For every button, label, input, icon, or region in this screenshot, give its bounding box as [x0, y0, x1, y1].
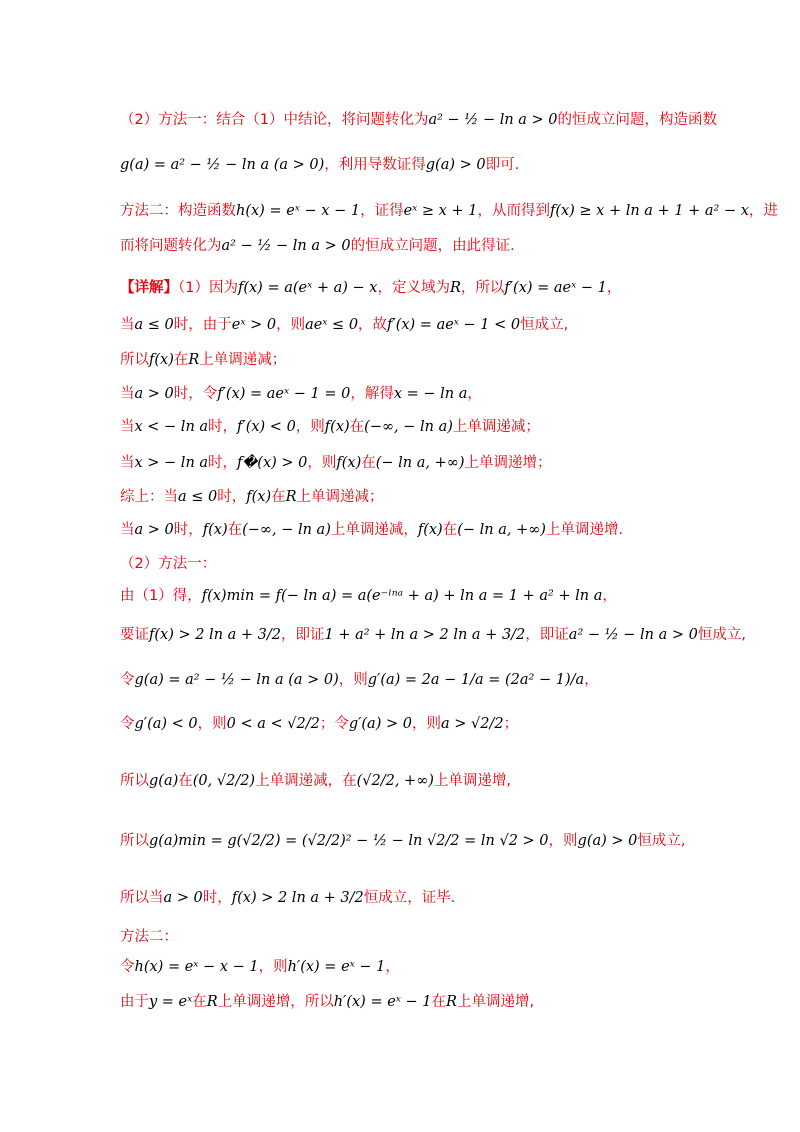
- text-line: [120, 108, 717, 129]
- text-segment: 恒成立,: [697, 627, 746, 643]
- text-segment: （2）方法一：: [120, 556, 217, 572]
- text-segment: 上单调递减；: [296, 489, 384, 505]
- math-expression: (0, √2/2): [192, 773, 256, 789]
- math-expression: g′(a) > 0: [348, 716, 412, 732]
- text-segment: 上单调递增；: [464, 455, 552, 471]
- math-expression: x = − ln a: [393, 386, 468, 402]
- text-segment: 方法二：: [120, 929, 178, 945]
- text-segment: ；: [503, 716, 519, 732]
- math-expression: g′(a) = 2a − 1/a = (2a² − 1)/a: [367, 672, 585, 688]
- text-line: [120, 552, 216, 573]
- text-line: [120, 668, 599, 689]
- math-expression: (−∞, − ln a): [242, 522, 331, 538]
- math-expression: f(x): [417, 522, 443, 538]
- text-segment: ，则: [295, 419, 325, 435]
- text-segment: 时，: [202, 890, 232, 906]
- text-segment: ，从而得到: [477, 203, 550, 219]
- text-segment: 在: [227, 522, 243, 538]
- text-line: [120, 451, 551, 472]
- text-line: [120, 348, 286, 369]
- math-expression: g(a) > 0: [577, 833, 638, 849]
- math-expression: f′(x) = aeˣ − 1 = 0: [217, 386, 351, 402]
- text-segment: 方法二：构造函数: [120, 203, 236, 219]
- math-expression: x > − ln a: [134, 455, 209, 471]
- text-segment: ，: [584, 672, 599, 688]
- text-segment: 在: [431, 994, 447, 1010]
- text-segment: ，所以: [460, 280, 505, 296]
- text-segment: 在: [271, 489, 286, 505]
- text-line: [120, 712, 518, 733]
- text-segment: 上单调递减，在: [255, 773, 357, 789]
- text-segment: 上单调递增,: [433, 773, 512, 789]
- text-segment: 时，: [173, 522, 203, 538]
- text-segment: 所以当: [120, 890, 164, 906]
- text-segment: ，: [467, 386, 482, 402]
- text-segment: 所以: [120, 352, 149, 368]
- text-line: [120, 584, 617, 605]
- math-expression: g(a) = a² − ½ − ln a (a > 0): [120, 157, 325, 173]
- text-segment: ，则: [338, 672, 368, 688]
- math-expression: R: [206, 994, 218, 1010]
- math-expression: h(x) = eˣ − x − 1: [134, 959, 259, 975]
- math-expression: h′(x) = eˣ − 1: [287, 959, 386, 975]
- text-segment: 当: [120, 522, 135, 538]
- text-segment: 时，: [208, 419, 238, 435]
- text-segment: ，故: [358, 317, 388, 333]
- text-segment: 上单调递减；: [199, 352, 287, 368]
- text-segment: 所以: [120, 773, 149, 789]
- text-line: [120, 153, 519, 174]
- text-segment: ，证得: [360, 203, 404, 219]
- text-segment: 令: [120, 672, 135, 688]
- math-expression: f(x) ≥ x + ln a + 1 + a² − x: [549, 203, 749, 219]
- text-line: [120, 518, 623, 539]
- math-expression: R: [285, 489, 297, 505]
- text-segment: （2）方法一：结合（1）中结论，将问题转化为: [120, 112, 429, 128]
- text-segment: 当: [120, 386, 135, 402]
- math-expression: a² − ½ − ln a > 0: [221, 238, 351, 254]
- text-segment: 恒成立,: [520, 317, 569, 333]
- text-line: [120, 234, 515, 255]
- math-expression: f(x) > 2 ln a + 3/2: [231, 890, 364, 906]
- text-segment: ，则: [197, 716, 227, 732]
- math-expression: R: [446, 994, 457, 1010]
- text-segment: 而将问题转化为: [120, 238, 222, 254]
- text-segment: 在: [192, 994, 207, 1010]
- text-segment: 上单调递减；: [452, 419, 540, 435]
- text-segment: 上单调递增，所以: [217, 994, 334, 1010]
- text-line: [120, 623, 746, 644]
- math-expression: a ≤ 0: [134, 317, 174, 333]
- math-expression: g(a)min = g(√2/2) = (√2/2)² − ½ − ln √2/2 = ln √2 > 0: [149, 833, 549, 849]
- text-segment: 当: [120, 317, 135, 333]
- math-expression: (− ln a, +∞): [375, 455, 465, 471]
- math-expression: (√2/2, +∞): [356, 773, 434, 789]
- text-line: [120, 313, 568, 334]
- math-expression: f(x): [336, 455, 362, 471]
- text-segment: 在: [442, 522, 458, 538]
- text-segment: ，定义域为: [377, 280, 450, 296]
- math-expression: f(x): [324, 419, 350, 435]
- math-expression: f(x) > 2 ln a + 3/2: [149, 627, 281, 643]
- text-segment: ，即证: [525, 627, 569, 643]
- text-segment: 所以: [120, 833, 149, 849]
- text-segment: 恒成立，证毕.: [363, 890, 456, 906]
- math-expression: f′(x) = aeˣ − 1 < 0: [387, 317, 521, 333]
- math-expression: aeˣ ≤ 0: [305, 317, 359, 333]
- text-segment: 在: [178, 773, 193, 789]
- math-expression: (− ln a, +∞): [457, 522, 546, 538]
- text-line: [120, 415, 540, 436]
- text-segment: 令: [120, 716, 135, 732]
- text-segment: 要证: [120, 627, 149, 643]
- text-segment: ，进: [748, 203, 778, 219]
- text-segment: 由（1）得，: [120, 588, 202, 604]
- text-segment: ，: [606, 280, 622, 296]
- math-expression: eˣ ≥ x + 1: [403, 203, 478, 219]
- math-expression: f(x): [246, 489, 272, 505]
- math-expression: g(a) = a² − ½ − ln a (a > 0): [134, 672, 339, 688]
- math-expression: (−∞, − ln a): [364, 419, 453, 435]
- math-expression: a² − ½ − ln a > 0: [568, 627, 698, 643]
- text-line: [120, 886, 455, 907]
- text-segment: ，即证: [281, 627, 325, 643]
- text-segment: 上单调递增,: [456, 994, 535, 1010]
- text-segment: 上单调递减，: [330, 522, 418, 538]
- math-expression: a > √2/2: [440, 716, 504, 732]
- text-segment: 时，由于: [173, 317, 232, 333]
- text-segment: 时，: [208, 455, 238, 471]
- text-segment: 在: [361, 455, 376, 471]
- text-line: [120, 990, 534, 1011]
- math-expression: f(x): [149, 352, 174, 368]
- math-expression: a² − ½ − ln a > 0: [428, 112, 558, 128]
- text-segment: 的恒成立问题，构造函数: [557, 112, 718, 128]
- math-expression: y = eˣ: [149, 994, 193, 1010]
- text-line: [120, 769, 511, 790]
- text-segment: 综上：当: [120, 489, 178, 505]
- math-expression: f(x)min = f(− ln a) = a(e⁻ˡⁿᵃ + a) + ln a = 1 + a² + ln a: [201, 588, 603, 604]
- text-segment: ，则: [258, 959, 288, 975]
- math-expression: h′(x) = eˣ − 1: [333, 994, 432, 1010]
- text-segment: 当: [120, 419, 135, 435]
- section-heading: 【详解】: [120, 280, 178, 296]
- math-expression: g(a) > 0: [425, 157, 486, 173]
- math-expression: f(x) = a(eˣ + a) − x: [237, 280, 378, 296]
- math-expression: g(a): [149, 773, 179, 789]
- math-expression: f′(x) = aeˣ − 1: [504, 280, 607, 296]
- text-segment: ，则: [307, 455, 337, 471]
- math-expression: h(x) = eˣ − x − 1: [236, 203, 361, 219]
- math-expression: 0 < a < √2/2: [226, 716, 320, 732]
- math-expression: a > 0: [134, 386, 174, 402]
- text-segment: ，则: [276, 317, 306, 333]
- math-expression: a ≤ 0: [178, 489, 218, 505]
- math-expression: a > 0: [163, 890, 203, 906]
- text-segment: ；令: [319, 716, 349, 732]
- text-segment: 在: [173, 352, 189, 368]
- text-segment: 的恒成立问题，由此得证.: [350, 238, 515, 254]
- math-expression: x < − ln a: [134, 419, 209, 435]
- math-expression: R: [449, 280, 461, 296]
- text-segment: 时，: [217, 489, 247, 505]
- text-line: [120, 382, 482, 403]
- math-expression: eˣ > 0: [231, 317, 277, 333]
- math-expression: f�(x) > 0: [237, 455, 308, 471]
- text-segment: ，: [602, 588, 617, 604]
- text-segment: 恒成立,: [637, 833, 686, 849]
- text-line: [120, 485, 384, 506]
- text-line: [120, 925, 178, 946]
- text-segment: ，利用导数证得: [324, 157, 426, 173]
- text-line: [120, 955, 400, 976]
- text-segment: 由于: [120, 994, 149, 1010]
- text-line: [120, 199, 778, 220]
- math-expression: 1 + a² + ln a > 2 ln a + 3/2: [324, 627, 526, 643]
- text-segment: 令: [120, 959, 135, 975]
- text-segment: ，: [385, 959, 400, 975]
- text-segment: 即可.: [485, 157, 520, 173]
- math-expression: R: [188, 352, 200, 368]
- text-segment: 上单调递增.: [545, 522, 624, 538]
- math-expression: f′(x) < 0: [237, 419, 296, 435]
- text-line: [120, 829, 686, 850]
- text-segment: 在: [349, 419, 365, 435]
- text-segment: 时，令: [173, 386, 218, 402]
- text-segment: （1）因为: [178, 280, 238, 296]
- math-expression: g′(a) < 0: [134, 716, 198, 732]
- text-segment: 当: [120, 455, 135, 471]
- text-line: [120, 276, 621, 297]
- math-expression: a > 0: [134, 522, 174, 538]
- text-segment: ，则: [411, 716, 441, 732]
- text-segment: ，则: [548, 833, 578, 849]
- text-segment: ，解得: [350, 386, 394, 402]
- math-expression: f(x): [202, 522, 228, 538]
